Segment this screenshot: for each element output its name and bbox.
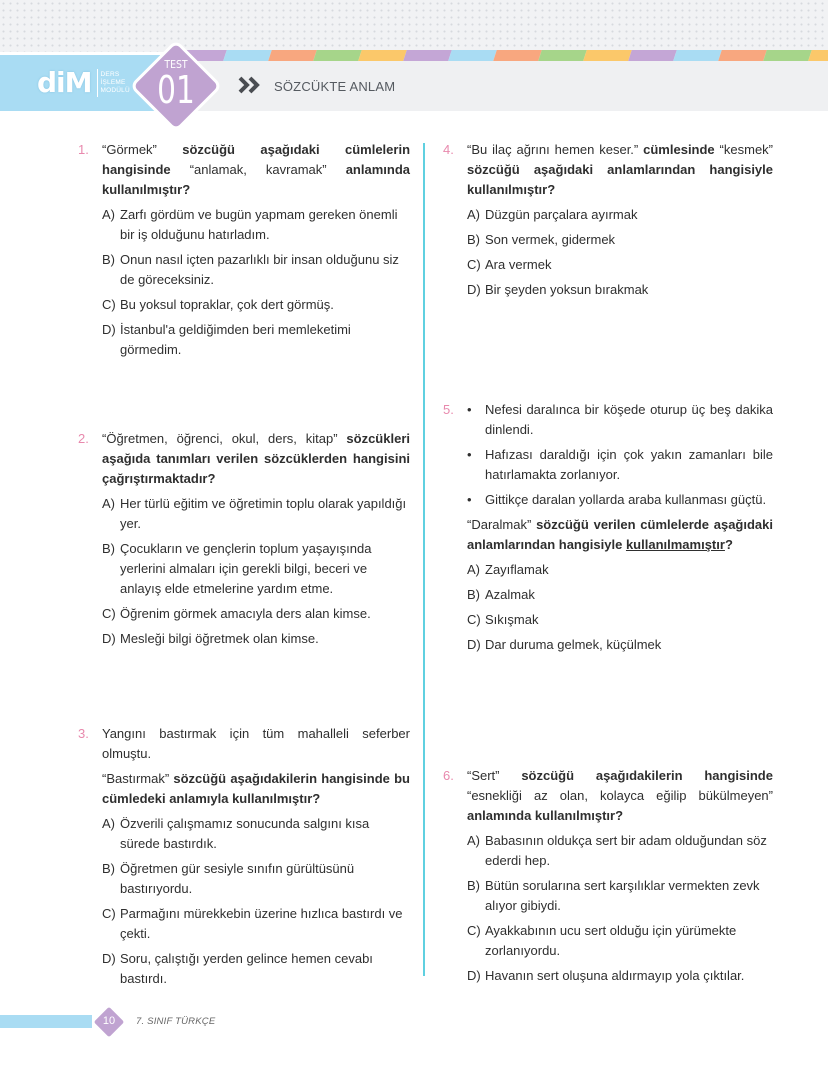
color-stripe bbox=[763, 50, 812, 61]
question-stem bbox=[467, 140, 773, 200]
logo-subtitle bbox=[101, 71, 130, 95]
option-text: Azalmak bbox=[485, 587, 535, 602]
answer-option[interactable] bbox=[102, 205, 410, 245]
stem-text: “Bastırmak” bbox=[102, 771, 174, 786]
stem-text: “esnekliği az olan, kolayca eğilip bükülmeyen” bbox=[467, 788, 773, 803]
bullet-item bbox=[467, 445, 773, 485]
option-text: Soru, çalıştığı yerden gelince hemen cevabı bastırdı. bbox=[120, 951, 373, 986]
logo-sub-line: İŞLEME bbox=[100, 79, 126, 86]
book-title: 7. SINIF TÜRKÇE bbox=[136, 1016, 216, 1027]
answer-option[interactable] bbox=[102, 539, 410, 599]
stem-bold-text: sözcüğü aşağıdaki anlamlarından hangisiyle kullanılmıştır? bbox=[467, 162, 773, 197]
question-body bbox=[467, 766, 773, 991]
test-badge bbox=[134, 44, 218, 128]
footer-bar bbox=[0, 1015, 92, 1028]
stem-bold-text: sözcüğü verilen cümlelerde aşağıdaki anlamlarından hangisiyle bbox=[467, 517, 773, 552]
stem-bold-text: anlamında kullanılmıştır? bbox=[102, 162, 410, 197]
question-number: 4. bbox=[443, 142, 454, 157]
question-stem bbox=[102, 769, 410, 809]
option-text: Ara vermek bbox=[485, 257, 552, 272]
question-body bbox=[467, 140, 773, 305]
answer-option[interactable] bbox=[467, 280, 773, 300]
question-body bbox=[467, 400, 773, 660]
stem-bold-text: sözcüğü aşağıdaki cümlelerin hangisinde bbox=[102, 142, 411, 177]
bullet-item bbox=[467, 490, 773, 510]
color-stripe bbox=[808, 50, 828, 61]
option-text: Öğrenim görmek amacıyla ders alan kimse. bbox=[120, 606, 371, 621]
answer-option[interactable] bbox=[102, 604, 410, 624]
page-number-badge bbox=[94, 1007, 124, 1037]
option-text: Onun nasıl içten pazarlıklı bir insan olduğunu siz de göreceksiniz. bbox=[120, 252, 399, 287]
color-stripe bbox=[313, 50, 362, 61]
answer-option[interactable] bbox=[467, 921, 773, 961]
logo-separator bbox=[97, 69, 98, 97]
answer-option[interactable] bbox=[102, 904, 410, 944]
bullet-icon: • bbox=[467, 447, 472, 462]
stem-text: “Bu ilaç ağrını hemen keser.” bbox=[467, 142, 644, 157]
answer-option[interactable] bbox=[102, 295, 410, 315]
answer-option[interactable] bbox=[102, 494, 410, 534]
stem-bold-text: sözcüğü aşağıdakilerin hangisinde bu cümledeki anlamıyla kullanılmıştır? bbox=[102, 771, 410, 806]
color-stripe bbox=[718, 50, 767, 61]
question-stem bbox=[102, 140, 410, 200]
header-dot-pattern bbox=[0, 0, 828, 52]
option-letter: D) bbox=[467, 282, 481, 297]
logo-sub-line: MODÜLÜ bbox=[100, 87, 130, 94]
option-letter: C) bbox=[467, 923, 481, 938]
answer-option[interactable] bbox=[467, 966, 773, 986]
option-letter: B) bbox=[102, 252, 115, 267]
question-body bbox=[102, 724, 410, 994]
option-text: Bir şeyden yoksun bırakmak bbox=[485, 282, 649, 297]
bullet-item bbox=[467, 400, 773, 440]
answer-option[interactable] bbox=[467, 230, 773, 250]
option-text: Her türlü eğitim ve öğretimin toplu olarak yapıldığı yer. bbox=[120, 496, 407, 531]
header-color-stripes bbox=[180, 50, 828, 61]
question-number: 3. bbox=[78, 726, 89, 741]
question-intro: Yangını bastırmak için tüm mahalleli seferber olmuştu. bbox=[102, 726, 410, 761]
answer-option[interactable] bbox=[467, 585, 773, 605]
option-letter: C) bbox=[467, 612, 481, 627]
answer-option[interactable] bbox=[467, 610, 773, 630]
option-letter: C) bbox=[102, 906, 116, 921]
bullet-icon: • bbox=[467, 402, 472, 417]
double-chevron-right-icon bbox=[238, 75, 264, 95]
color-stripe bbox=[448, 50, 497, 61]
bullet-list bbox=[467, 400, 773, 510]
option-text: İstanbul'a geldiğimden beri memleketimi görmedim. bbox=[120, 322, 351, 357]
question-stem bbox=[467, 766, 773, 826]
option-text: Sıkışmak bbox=[485, 612, 539, 627]
option-letter: B) bbox=[467, 232, 480, 247]
answer-option[interactable] bbox=[467, 831, 773, 871]
color-stripe bbox=[673, 50, 722, 61]
logo-word: diM bbox=[37, 66, 92, 99]
option-text: Zayıflamak bbox=[485, 562, 549, 577]
question-number: 1. bbox=[78, 142, 89, 157]
color-stripe bbox=[268, 50, 317, 61]
color-stripe bbox=[403, 50, 452, 61]
answer-option[interactable] bbox=[467, 205, 773, 225]
option-text: Düzgün parçalara ayırmak bbox=[485, 207, 638, 222]
options bbox=[467, 831, 773, 986]
option-letter: D) bbox=[102, 631, 116, 646]
option-letter: A) bbox=[467, 833, 480, 848]
option-letter: D) bbox=[467, 968, 481, 983]
page-number: 10 bbox=[102, 1015, 116, 1027]
options bbox=[467, 205, 773, 300]
answer-option[interactable] bbox=[467, 255, 773, 275]
bullet-text: Gittikçe daralan yollarda araba kullanması güçtü. bbox=[485, 492, 767, 507]
stem-bold-text: cümlesinde bbox=[643, 142, 715, 157]
color-stripe bbox=[493, 50, 542, 61]
question-stem bbox=[467, 515, 773, 555]
option-letter: D) bbox=[467, 637, 481, 652]
test-number: 01 bbox=[157, 68, 195, 112]
color-stripe bbox=[538, 50, 587, 61]
answer-option[interactable] bbox=[102, 320, 410, 360]
option-letter: C) bbox=[102, 297, 116, 312]
option-letter: A) bbox=[467, 562, 480, 577]
color-stripe bbox=[358, 50, 407, 61]
option-text: Son vermek, gidermek bbox=[485, 232, 616, 247]
color-stripe bbox=[628, 50, 677, 61]
option-letter: A) bbox=[102, 207, 115, 222]
option-text: Mesleği bilgi öğretmek olan kimse. bbox=[120, 631, 319, 646]
option-text: Öğretmen gür sesiyle sınıfın gürültüsünü bastırıyordu. bbox=[120, 861, 355, 896]
options bbox=[102, 205, 410, 360]
option-text: Özverili çalışmamız sonucunda salgını kısa sürede bastırdık. bbox=[120, 816, 370, 851]
answer-option[interactable] bbox=[467, 876, 773, 916]
option-letter: B) bbox=[467, 878, 480, 893]
option-text: Ayakkabının ucu sert olduğu için yürümekte zorlanıyordu. bbox=[485, 923, 737, 958]
stem-text: “Öğretmen, öğrenci, okul, ders, kitap” bbox=[102, 431, 347, 446]
section-title: SÖZCÜKTE ANLAM bbox=[274, 79, 396, 94]
options bbox=[467, 560, 773, 655]
option-text: Babasının oldukça sert bir adam olduğundan söz ederdi hep. bbox=[485, 833, 767, 868]
dim-logo bbox=[37, 68, 130, 98]
answer-option[interactable] bbox=[102, 629, 410, 649]
test-label: TEST bbox=[164, 58, 188, 71]
stem-text: “Görmek” bbox=[102, 142, 183, 157]
option-letter: B) bbox=[467, 587, 480, 602]
option-letter: B) bbox=[102, 861, 115, 876]
option-text: Zarfı gördüm ve bugün yapmam gereken önemli bir iş olduğunu hatırladım. bbox=[120, 207, 398, 242]
stem-bold-text: ? bbox=[724, 537, 733, 552]
answer-option[interactable] bbox=[102, 250, 410, 290]
logo-sub-line: DERS bbox=[100, 71, 120, 78]
option-letter: C) bbox=[102, 606, 116, 621]
question-number: 5. bbox=[443, 402, 454, 417]
question-number: 6. bbox=[443, 768, 454, 783]
option-text: Parmağını mürekkebin üzerine hızlıca bastırdı ve çekti. bbox=[120, 906, 403, 941]
option-letter: B) bbox=[102, 541, 115, 556]
option-letter: C) bbox=[467, 257, 481, 272]
options bbox=[102, 494, 410, 649]
stem-bold-text: anlamında kullanılmıştır? bbox=[467, 808, 624, 823]
stem-text: “kesmek” bbox=[714, 142, 773, 157]
option-text: Bütün sorularına sert karşılıklar vermekten zevk alıyor gibiydi. bbox=[485, 878, 760, 913]
stem-bold-text: kullanılmamıştır bbox=[625, 537, 725, 552]
bullet-text: Nefesi daralınca bir köşede oturup üç beş dakika dinlendi. bbox=[485, 402, 773, 437]
option-text: Havanın sert oluşuna aldırmayıp yola çıktılar. bbox=[485, 968, 745, 983]
options bbox=[102, 814, 410, 989]
option-text: Dar duruma gelmek, küçülmek bbox=[485, 637, 662, 652]
stem-text: “Sert” bbox=[467, 768, 522, 783]
option-letter: D) bbox=[102, 322, 116, 337]
answer-option[interactable] bbox=[467, 560, 773, 580]
option-letter: A) bbox=[102, 496, 115, 511]
option-text: Çocukların ve gençlerin toplum yaşayışında yerlerini almaları için gerekli bilgi, beceri ve anlayış elde etmelerine yardım etme. bbox=[120, 541, 372, 596]
answer-option[interactable] bbox=[102, 859, 410, 899]
stem-bold-text: sözcüğü aşağıdakilerin hangisinde bbox=[521, 768, 773, 783]
color-stripe bbox=[223, 50, 272, 61]
bullet-icon: • bbox=[467, 492, 472, 507]
option-letter: A) bbox=[102, 816, 115, 831]
option-text: Bu yoksul topraklar, çok dert görmüş. bbox=[120, 297, 334, 312]
question-stem bbox=[102, 429, 410, 489]
stem-text: “anlamak, kavramak” bbox=[170, 162, 346, 177]
question-body bbox=[102, 140, 410, 365]
stem-bold-text: sözcükleri aşağıda tanımları verilen sözcüklerden hangisini çağrıştırmaktadır? bbox=[102, 431, 410, 486]
stem-text: “Daralmak” bbox=[467, 517, 537, 532]
color-stripe bbox=[583, 50, 632, 61]
question-body bbox=[102, 429, 410, 654]
answer-option[interactable] bbox=[102, 814, 410, 854]
question-number: 2. bbox=[78, 431, 89, 446]
answer-option[interactable] bbox=[102, 949, 410, 989]
option-letter: D) bbox=[102, 951, 116, 966]
bullet-text: Hafızası daraldığı için çok yakın zamanları bile hatırlamakta zorlanıyor. bbox=[485, 447, 773, 482]
option-letter: A) bbox=[467, 207, 480, 222]
column-divider bbox=[423, 143, 425, 976]
answer-option[interactable] bbox=[467, 635, 773, 655]
